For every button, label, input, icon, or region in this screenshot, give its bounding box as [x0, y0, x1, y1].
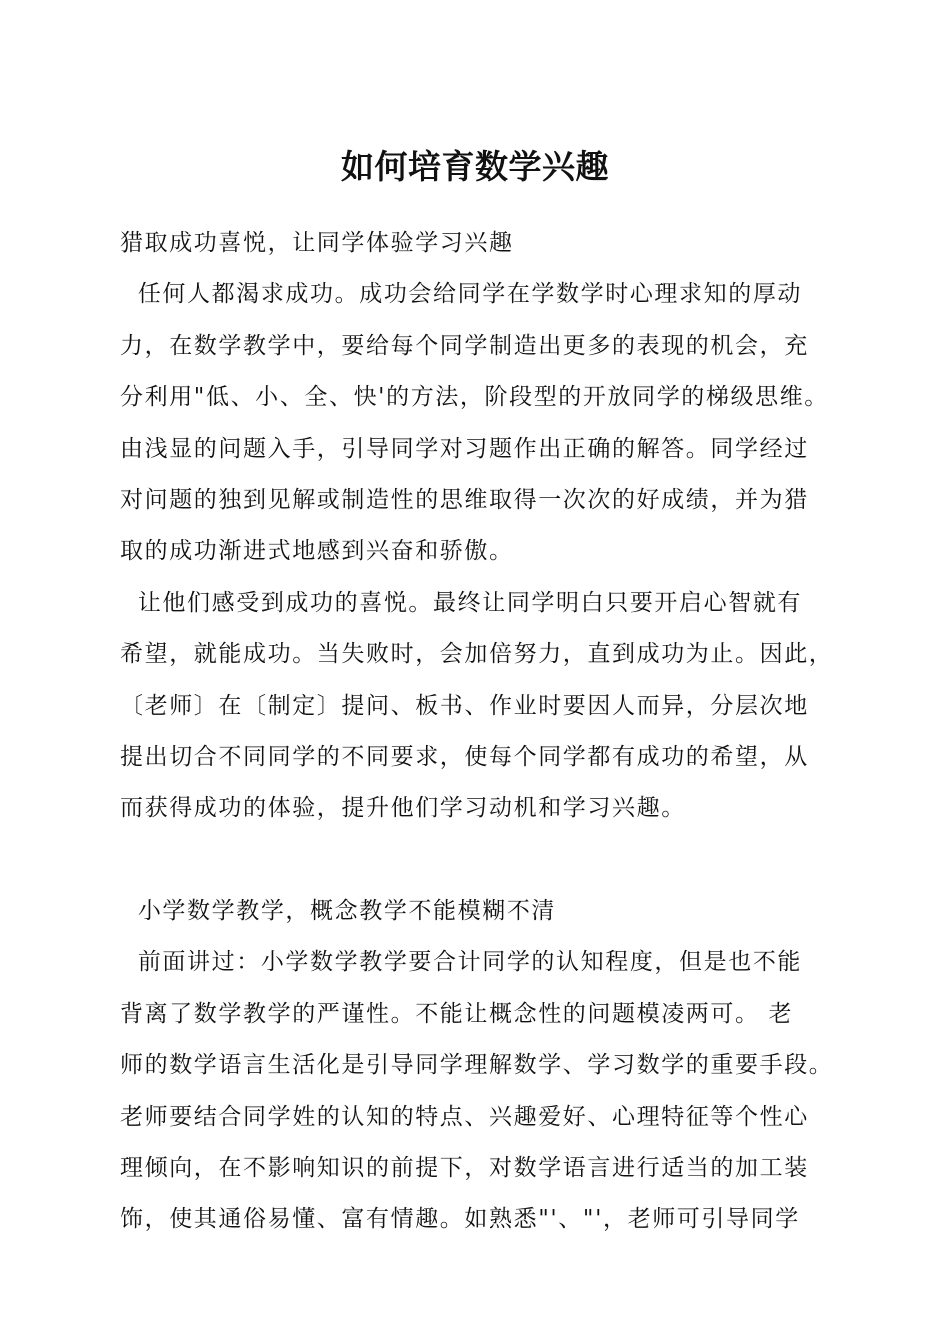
- text-line: 而获得成功的体验，提升他们学习动机和学习兴趣。: [120, 795, 686, 822]
- text-line: 力，在数学教学中，要给每个同学制造出更多的表现的机会，充: [120, 332, 809, 359]
- text-line: 分利用"低、小、全、快'的方法，阶段型的开放同学的梯级思维。: [120, 384, 829, 411]
- text-line: 取的成功渐进式地感到兴奋和骄傲。: [120, 538, 514, 565]
- text-line: 理倾向，在不影响知识的前提下，对数学语言进行适当的加工装: [120, 1155, 809, 1182]
- section-heading: 小学数学教学，概念教学不能模糊不清: [120, 898, 557, 925]
- paragraph: [120, 578, 850, 835]
- section-heading: 猎取成功喜悦，让同学体验学习兴趣: [120, 230, 514, 256]
- blank-line: [120, 835, 850, 886]
- text-line: 对问题的独到见解或制造性的思维取得一次次的好成绩，并为猎: [120, 486, 809, 513]
- text-line: 师的数学语言生活化是引导同学理解数学、学习数学的重要手段。: [120, 1052, 834, 1079]
- paragraph: [120, 937, 850, 1245]
- text-line: 让他们感受到成功的喜悦。最终让同学明白只要开启心智就有: [120, 589, 803, 616]
- text-line: 背离了数学教学的严谨性。不能让概念性的问题模凌两可。 老: [120, 1000, 794, 1027]
- text-line: 希望，就能成功。当失败时，会加倍努力，直到成功为止。因此，: [120, 641, 834, 668]
- text-line: 〔老师〕在〔制定〕提问、板书、作业时要因人而异，分层次地: [120, 692, 809, 719]
- text-line: 老师要结合同学姓的认知的特点、兴趣爱好、心理特征等个性心: [120, 1103, 809, 1130]
- text-line: 前面讲过：小学数学教学要合计同学的认知程度，但是也不能: [120, 949, 803, 976]
- paragraph: [120, 269, 850, 577]
- text-line: 任何人都渴求成功。成功会给同学在学数学时心理求知的厚动: [120, 281, 803, 308]
- document-title: 如何培育数学兴趣: [341, 147, 609, 186]
- text-line: 饰，使其通俗易懂、富有情趣。如熟悉"'、"'，老师可引导同学: [120, 1206, 800, 1233]
- document-body: [120, 218, 850, 1246]
- text-line: 由浅显的问题入手，引导同学对习题作出正确的解答。同学经过: [120, 435, 809, 462]
- text-line: 提出切合不同同学的不同要求，使每个同学都有成功的希望，从: [120, 743, 809, 770]
